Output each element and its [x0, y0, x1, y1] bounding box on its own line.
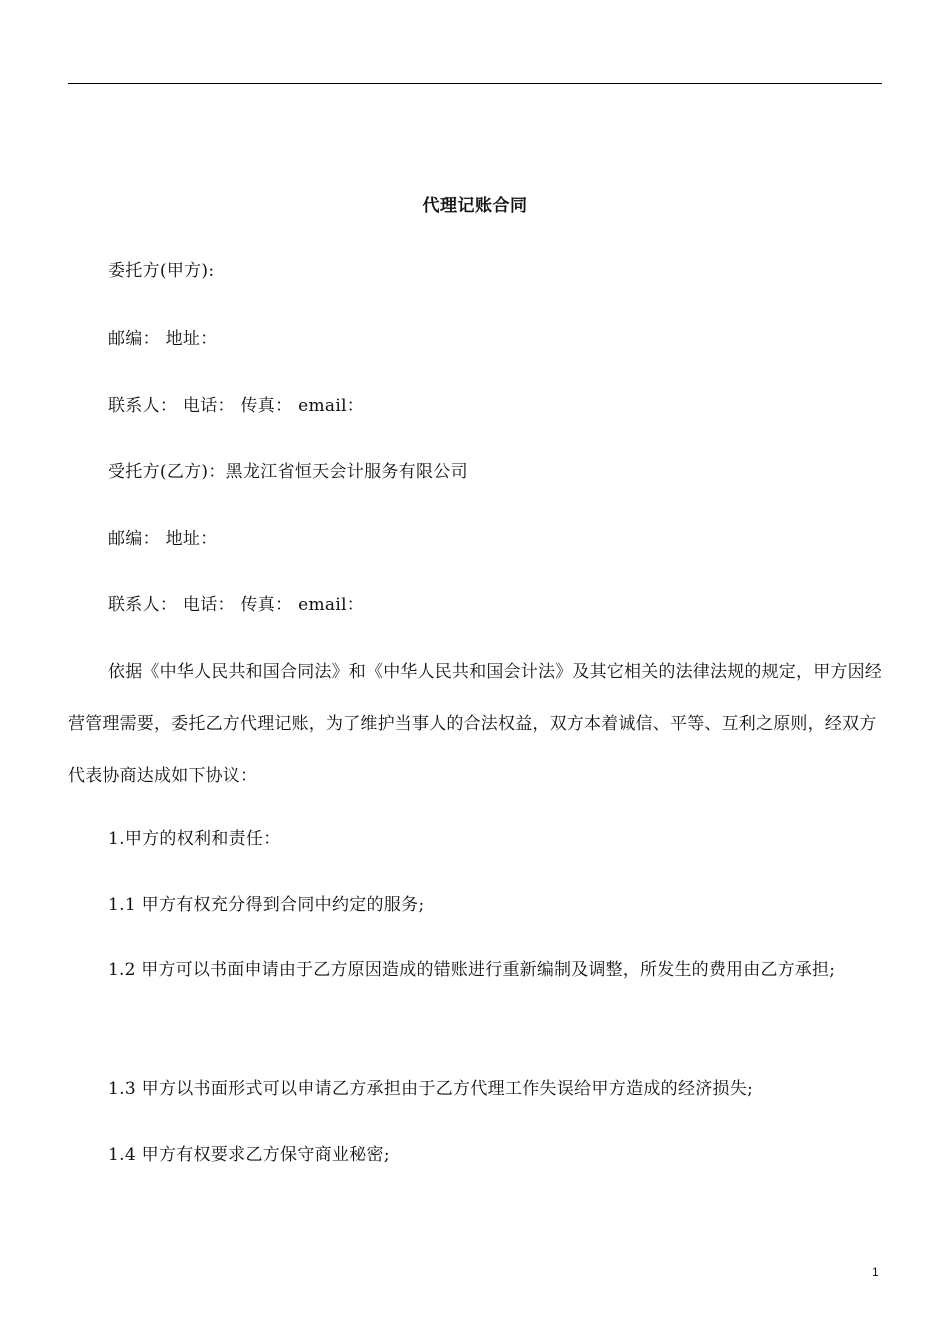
party-b-contact: 联系人： 电话： 传真： email：	[108, 595, 365, 615]
clause-1-4: 1.4 甲方有权要求乙方保守商业秘密;	[108, 1145, 390, 1165]
document-title: 代理记账合同	[422, 196, 528, 216]
clause-1-2: 1.2 甲方可以书面申请由于乙方原因造成的错账进行重新编制及调整，所发生的费用由乙方承担;	[108, 960, 836, 980]
clause-1-2-paragraph	[68, 944, 882, 996]
party-a-address: 邮编： 地址：	[108, 329, 218, 349]
clause-1-3: 1.3 甲方以书面形式可以申请乙方承担由于乙方代理工作失误给甲方造成的经济损失;	[108, 1079, 754, 1099]
party-b-label: 受托方(乙方)：黑龙江省恒天会计服务有限公司	[108, 462, 468, 482]
section-1-heading: 1.甲方的权利和责任：	[108, 829, 281, 849]
party-a-contact: 联系人： 电话： 传真： email：	[108, 396, 365, 416]
preamble-paragraph	[68, 646, 882, 802]
clause-1-1: 1.1 甲方有权充分得到合同中约定的服务;	[108, 895, 425, 915]
party-a-label: 委托方(甲方):	[108, 261, 215, 281]
party-b-address: 邮编： 地址：	[108, 529, 218, 549]
page-number: 1	[872, 1265, 879, 1279]
header-rule	[68, 83, 882, 84]
preamble-text: 依据《中华人民共和国合同法》和《中华人民共和国会计法》及其它相关的法律法规的规定，甲方因经营管理需要，委托乙方代理记账，为了维护当事人的合法权益，双方本着诚信、平等、互利之原则，经双方代表协商达成如下协议：	[68, 662, 882, 786]
